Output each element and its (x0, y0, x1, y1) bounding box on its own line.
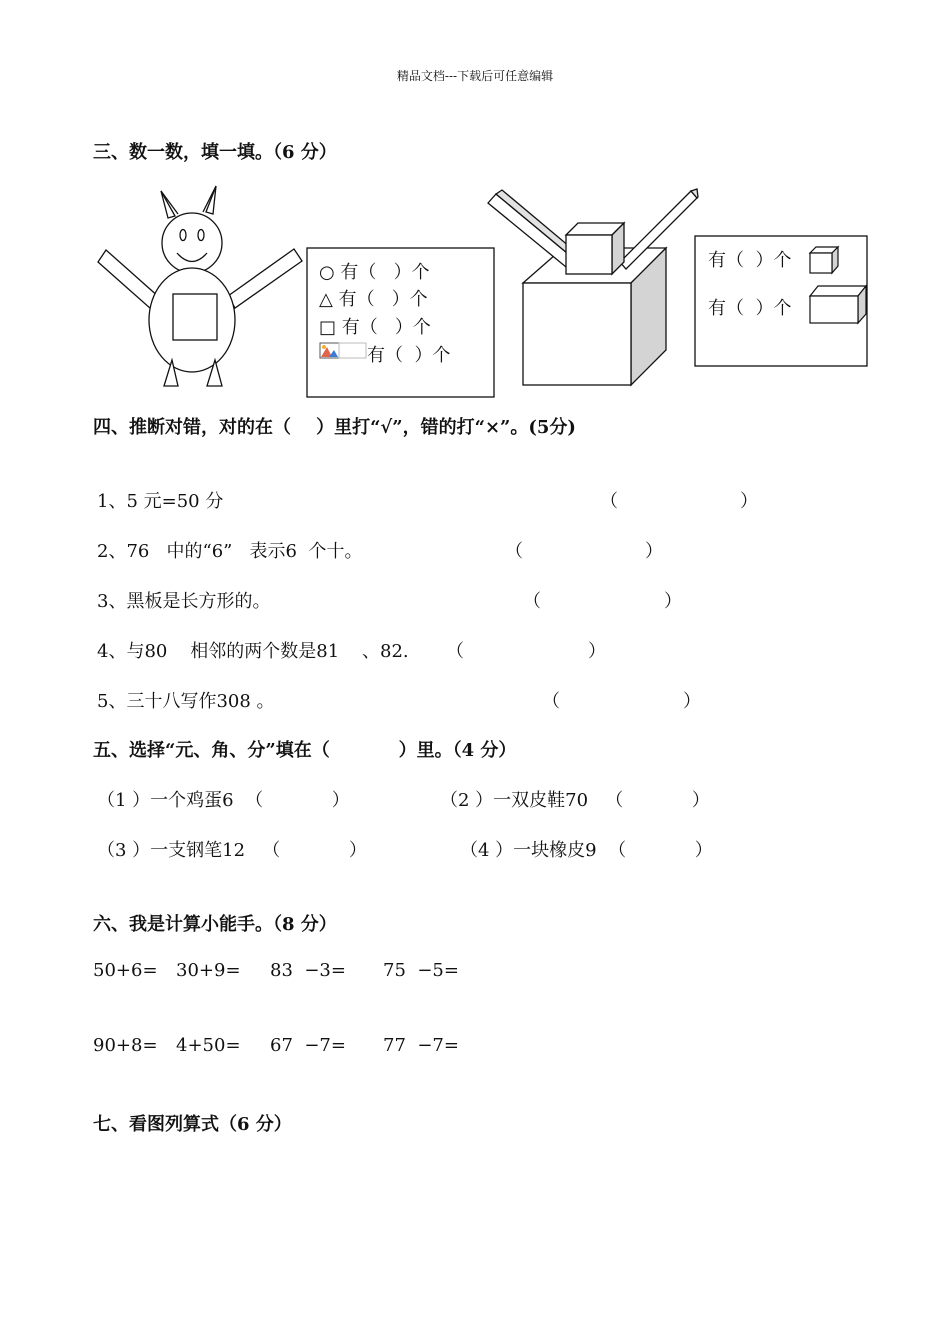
unit-item-2: （2 ）一双皮鞋70 （ ） (440, 790, 710, 811)
section-7-title: 七、看图列算式（6 分） (93, 1114, 292, 1135)
robot-head (162, 213, 222, 273)
big-cube-front (523, 283, 631, 385)
calc-1: 50+6= (93, 960, 158, 981)
left-eye (180, 230, 186, 241)
rect-count: 有（ ）个 (367, 345, 451, 366)
judge-item-4: 4、与80 相邻的两个数是81 、82. (97, 641, 409, 662)
answer-paren-open-2: （ (505, 541, 523, 562)
right-eye (198, 230, 204, 241)
page-header: 精品文档---下载后可任意编辑 (396, 69, 554, 83)
calc-7: 67 −7= (270, 1035, 346, 1056)
answer-paren-open-3: （ (523, 591, 541, 612)
answer-paren-close-5: ） (683, 691, 701, 712)
triangle-count: △ 有（ ）个 (319, 289, 428, 310)
calc-4: 75 −5= (383, 960, 459, 981)
right-arm (228, 249, 302, 308)
cuboid-count: 有（ ）个 (708, 298, 792, 319)
section-5-title: 五、选择“元、角、分”填在（ ）里。（4 分） (93, 740, 517, 761)
circle-count: ○ 有（ ）个 (319, 262, 430, 283)
unit-item-1: （1 ）一个鸡蛋6 （ ） (97, 790, 350, 811)
answer-paren-open-5: （ (542, 691, 560, 712)
judge-item-3: 3、黑板是长方形的。 (97, 591, 271, 612)
unit-item-3: （3 ）一支钢笔12 （ ） (97, 840, 367, 861)
section-3-figures (0, 0, 950, 420)
square-count: □ 有（ ）个 (319, 317, 431, 338)
picture-rect-icon (320, 343, 366, 358)
left-plank (488, 194, 573, 267)
cuboid-icon (810, 296, 858, 323)
judge-item-5: 5、三十八写作308 。 (97, 691, 275, 712)
section-4-title: 四、推断对错，对的在（ ）里打“√”，错的打“×”。(5分) (93, 417, 576, 438)
answer-paren-open-1: （ (600, 491, 618, 512)
calc-3: 83 −3= (270, 960, 346, 981)
robot-square (173, 294, 217, 340)
cube-figure (488, 189, 698, 385)
answer-paren-close-3: ） (664, 591, 682, 612)
answer-paren-close-2: ） (645, 541, 663, 562)
robot-figure (98, 186, 302, 386)
calc-2: 30+9= (176, 960, 241, 981)
section-3-title: 三、数一数，填一填。（6 分） (93, 142, 337, 163)
small-cube-front (566, 235, 612, 274)
small-cube-icon (810, 253, 832, 273)
calc-5: 90+8= (93, 1035, 158, 1056)
answer-paren-close-1: ） (740, 491, 758, 512)
small-cube-count: 有（ ）个 (708, 250, 792, 271)
section-6-title: 六、我是计算小能手。（8 分） (93, 914, 337, 935)
calc-8: 77 −7= (383, 1035, 459, 1056)
answer-paren-open-4: （ (446, 641, 464, 662)
left-arm (98, 250, 160, 309)
answer-paren-close-4: ） (588, 641, 606, 662)
judge-item-2: 2、76 中的“6” 表示6 个十。 (97, 541, 363, 562)
calc-6: 4+50= (176, 1035, 241, 1056)
unit-item-4: （4 ）一块橡皮9 （ ） (460, 840, 713, 861)
judge-item-1: 1、5 元=50 分 (97, 491, 224, 512)
left-ear (161, 191, 175, 218)
